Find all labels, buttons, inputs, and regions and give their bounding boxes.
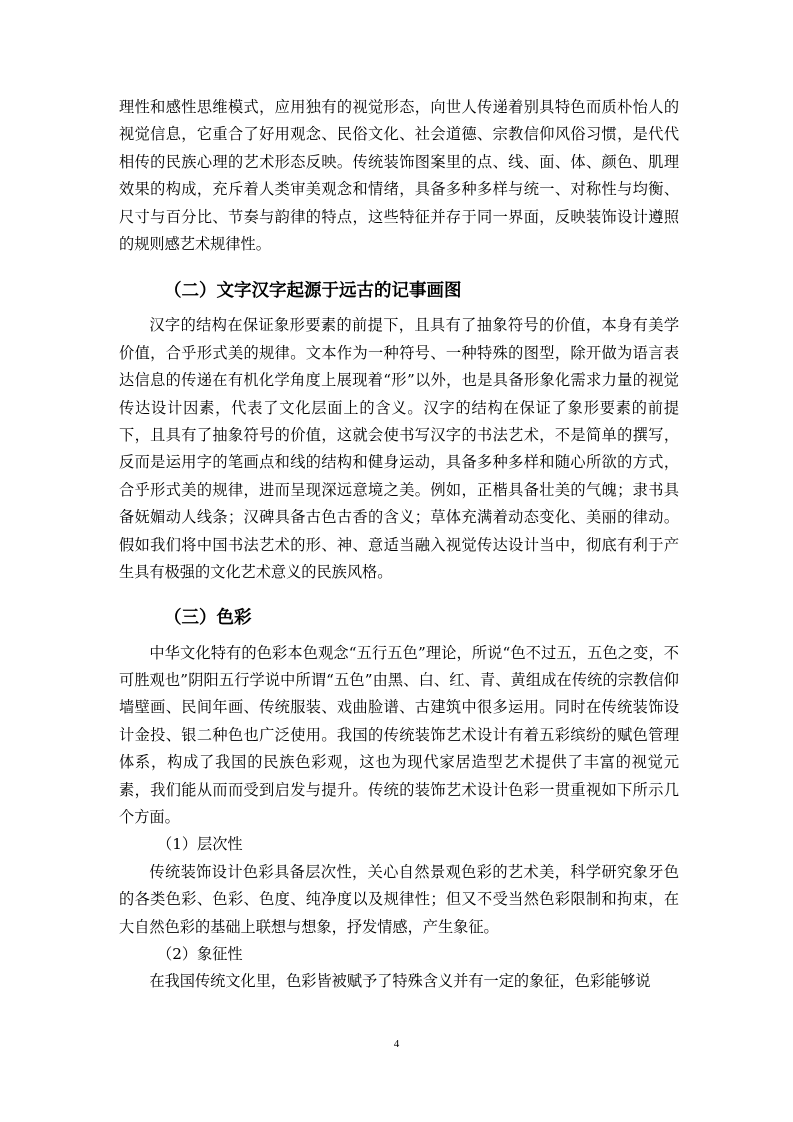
subitem-symbolism-heading: （2）象征性 [157, 944, 243, 963]
paragraph-layering: 传统装饰设计色彩具备层次性，关心自然景观色彩的艺术美，科学研究象牙色的各类色彩、色彩、色度、纯净度以及规律性；但又不受当然色彩限制和拘束，在大自然色彩的基础上联想与想象，抒发情感，产生象征。 [119, 862, 679, 936]
paragraph-section-2: 汉字的结构在保证象形要素的前提下，且具有了抽象符号的价值，本身有美学价值，合乎形式美的规律。文本作为一种符号、一种特殊的图型，除开做为语言表达信息的传递在有机化学角度上展现着“形”以外，也是具备形象化需求力量的视觉传达设计因素，代表了文化层面上的含义。汉字的结构在保证了象形要素的前提下，且具有了抽象符号的价值，这就会使书写汉字的书法艺术，不是简单的撰写，反而是运用字的笔画点和线的结构和健身运动，具备多种多样和随心所欲的方式，合乎形式美的规律，进而呈现深远意境之美。例如，正楷具备壮美的气魄；隶书具备妩媚动人线条；汉碑具备古色古香的含义；草体充满着动态变化、美丽的律动。假如我们将中国书法艺术的形、神、意适当融入视觉传达设计当中，彻底有利于产生具有极强的文化艺术意义的民族风格。 [119, 316, 679, 582]
paragraph-symbolism: 在我国传统文化里，色彩皆被赋予了特殊含义并有一定的象征，色彩能够说 [149, 972, 651, 991]
subitem-layering-heading: （1）层次性 [157, 835, 243, 854]
page-content [119, 94, 679, 996]
section-heading-3: （三）色彩 [164, 607, 252, 628]
paragraph-section-3: 中华文化特有的色彩本色观念“五行五色”理论，所说“色不过五，五色之变，不可胜观也”阴阳五行学说中所谓“五色”由黑、白、红、青、黄组成在传统的宗教信仰墙壁画、民间年画、传统服装、戏曲脸谱、古建筑中很多运用。同时在传统装饰设计金投、银二种色也广泛使用。我国的传统装饰艺术设计有着五彩缤纷的赋色管理体系，构成了我国的民族色彩观，这也为现代家居造型艺术提供了丰富的视觉元素，我们能从而而受到启发与提升。传统的装饰艺术设计色彩一贯重视如下所示几个方面。 [119, 643, 679, 826]
paragraph-intro: 理性和感性思维模式，应用独有的视觉形态，向世人传递着别具特色而质朴怡人的视觉信息，它重合了好用观念、民俗文化、社会道德、宗教信仰风俗习惯，是代代相传的民族心理的艺术形态反映。传统装饰图案里的点、线、面、体、颜色、肌理效果的构成，充斥着人类审美观念和情绪，具备多种多样与统一、对称性与均衡、尺寸与百分比、节奏与韵律的特点，这些特征并存于同一界面，反映装饰设计遵照的规则感艺术规律性。 [119, 98, 679, 254]
section-heading-2: （二）文字汉字起源于远古的记事画图 [164, 281, 462, 302]
page-number: 4 [393, 1038, 400, 1050]
